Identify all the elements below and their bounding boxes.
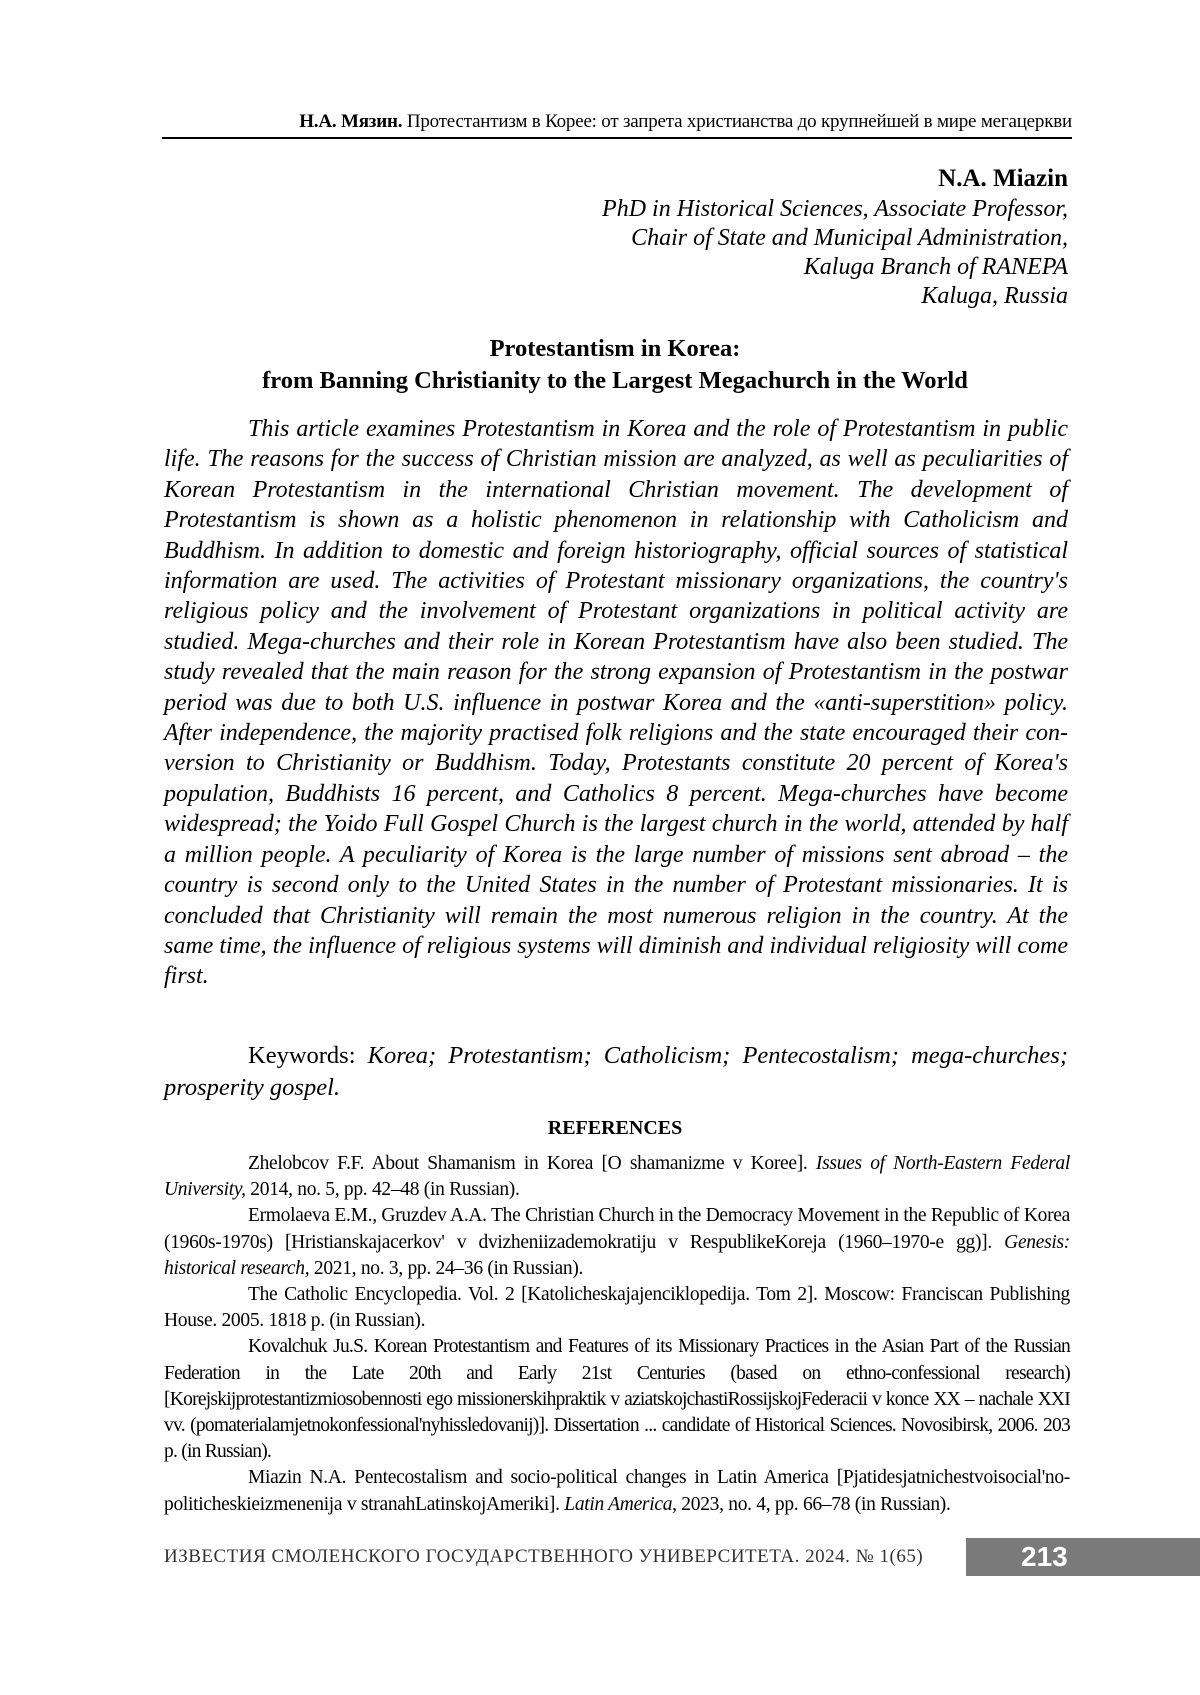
reference-source: Latin America, [564, 1493, 677, 1515]
reference-text: Ermolaeva E.M., Gruzdev A.A. The Christian Church in the Democracy Movement in the Republic of Korea (1960s-1970s) [Hristianskajacerkov' v dvizheniizademokratiju v RespublikeKoreja (1960–1970-e gg)]. [164, 1205, 1070, 1253]
header-title: Протестантизм в Корее: от запрета христианства до крупнейшей в мире мегацеркви [406, 111, 1072, 132]
article-title [162, 333, 1068, 397]
page-number: 213 [966, 1538, 1200, 1576]
author-position: PhD in Historical Sciences, Associate Professor, [602, 196, 1068, 222]
author-institution: Kaluga Branch of RANEPA [803, 254, 1068, 280]
reference-source: Genesis: historical research, [164, 1231, 1070, 1279]
keywords-values: Korea; Protestantism; Catholicism; Pentecostalism; mega-churches; prosperity gospel. [164, 1042, 1068, 1101]
references-list [164, 1151, 1070, 1518]
reference-details: 2023, no. 4, pp. 66–78 (in Russian). [676, 1493, 951, 1515]
reference-text: The Catholic Encyclopedia. Vol. 2 [Katolicheskajajenciklopedija. Tom 2]. Moscow: Franciscan Publishing House. 2005. 1818 p. (in Russian). [164, 1284, 1070, 1332]
abstract: This article examines Protestantism in Korea and the role of Protestantism in public life. The reasons for the success of Christian mission are analyzed, as well as peculiarities of Korean Protestantism in the international Christian movement. The development of Protestantism is shown as a holistic phenomenon in relationship with Catholicism and Buddhism. In addition to domestic and foreign historiography, official sources of statistical information are used. The activities of Protestant missionary organizations, the country's religious policy and the involvement of Protestant organizations in political activity are studied. Mega-churches and their role in Korean Protestantism have also been studied. The study revealed that the main reason for the strong expansion of Protestantism in the postwar period was due to both U.S. influence in postwar Korea and the «anti-superstition» policy. After independence, the majority practised folk religions and the state encouraged their conversion to Christianity or Buddhism. Today, Protestants constitute 20 percent of Korea's population, Buddhists 16 percent, and Catholics 8 percent. Mega-churches have become widespread; the Yoido Full Gospel Church is the largest church in the world, attended by half a million people. A peculiarity of Korea is the large number of missions sent abroad – the country is second only to the United States in the number of Protestant missionaries. It is concluded that Christianity will remain the most numerous religion in the country. At the same time, the influence of religious systems will diminish and individual religiosity will come first. [164, 416, 1068, 990]
keywords-label: Keywords: [248, 1042, 356, 1069]
reference-item [164, 1334, 1070, 1465]
author-block [162, 163, 1068, 311]
reference-details: 2014, no. 5, pp. 42–48 (in Russian). [245, 1179, 520, 1201]
references-heading: REFERENCES [547, 1117, 683, 1139]
reference-item [164, 1465, 1070, 1517]
reference-source: Issues of North-Eastern Federal University, [164, 1153, 1070, 1201]
running-header [162, 110, 1072, 139]
reference-item [164, 1203, 1070, 1282]
reference-text: Kovalchuk Ju.S. Korean Protestantism and Features of its Missionary Practices in the Asian Part of the Russian Federation in the Late 20th and Early 21st Centuries (based on ethno-confessional research) [Korejskijprotestantizmiosobennosti ego missionerskihpraktik v aziatskojchastiRossijskojFederacii v konce XX – nachale XXI vv. (pomaterialamjetnokonfessional'nyhissledovanij)]. Dissertation ... candidate of Historical Sciences. Novosibirsk, 2006. 203 p. (in Russian). [164, 1336, 1070, 1463]
header-author: Н.А. Мязин. [299, 111, 403, 132]
article-title-line-2: from Banning Christianity to the Largest Megachurch in the World [262, 367, 968, 394]
reference-text: Zhelobcov F.F. About Shamanism in Korea [O shamanizme v Koree]. [248, 1153, 816, 1174]
reference-text: Miazin N.A. Pentecostalism and socio-political changes in Latin America [Pjatidesjatnichestvoisocial'no-politicheskieizmenenija v stranahLatinskojAmeriki]. [164, 1467, 1070, 1515]
author-location: Kaluga, Russia [921, 283, 1068, 309]
reference-details: 2021, no. 3, pp. 24–36 (in Russian). [309, 1257, 584, 1279]
footer-journal-title: ИЗВЕСТИЯ СМОЛЕНСКОГО ГОСУДАРСТВЕННОГО УНИВЕРСИТЕТА. 2024. № 1(65) [164, 1546, 924, 1567]
keywords [164, 1040, 1068, 1104]
reference-item [164, 1151, 1070, 1203]
author-name: N.A. Miazin [938, 165, 1068, 192]
author-chair: Chair of State and Municipal Administration, [631, 225, 1068, 251]
article-title-line-1: Protestantism in Korea: [489, 335, 741, 362]
reference-item [164, 1282, 1070, 1334]
